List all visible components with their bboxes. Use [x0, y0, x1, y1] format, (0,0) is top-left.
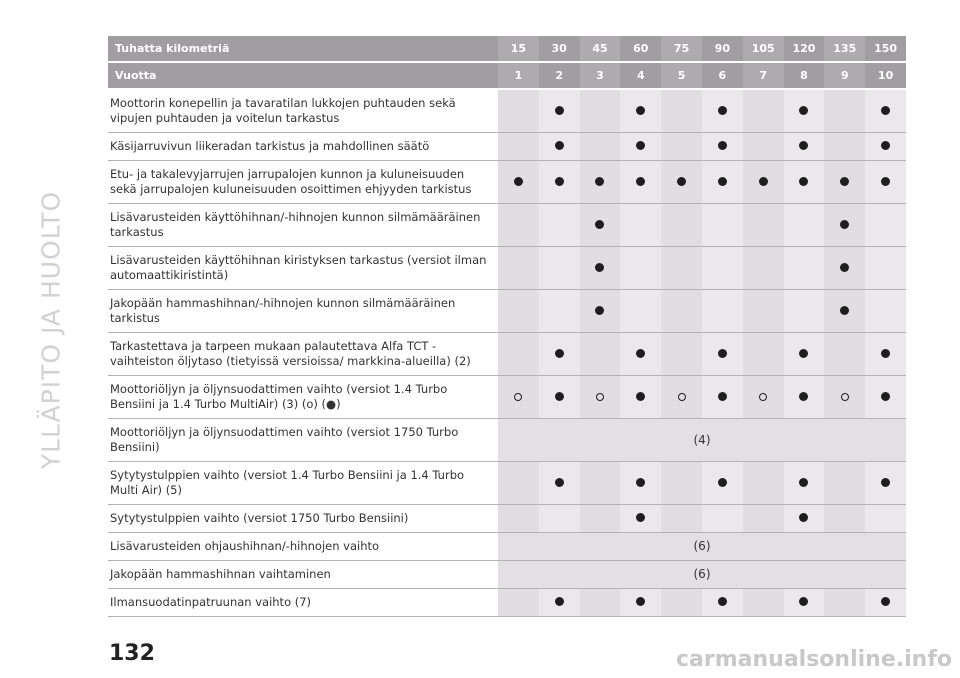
note-reference: (6): [498, 561, 906, 589]
page-number: 132: [109, 641, 155, 666]
schedule-row: [108, 89, 906, 133]
interval-cell: [784, 290, 825, 333]
interval-cell: [620, 376, 661, 419]
interval-cell: [743, 247, 784, 290]
filled-dot-icon: [799, 349, 808, 358]
interval-cell: [702, 204, 743, 247]
filled-dot-icon: [555, 478, 564, 487]
km-value: 135: [824, 36, 865, 62]
filled-dot-icon: [718, 597, 727, 606]
hollow-circle-icon: [514, 393, 522, 401]
interval-cell: [539, 161, 580, 204]
km-value: 45: [580, 36, 621, 62]
interval-cell: [620, 333, 661, 376]
interval-cell: [702, 247, 743, 290]
interval-cell: [824, 204, 865, 247]
interval-cell: [824, 89, 865, 133]
filled-dot-icon: [881, 392, 890, 401]
filled-dot-icon: [718, 177, 727, 186]
km-value: 90: [702, 36, 743, 62]
km-value: 120: [784, 36, 825, 62]
schedule-row: [108, 505, 906, 533]
interval-cell: [784, 89, 825, 133]
filled-dot-icon: [636, 478, 645, 487]
operation-description: Etu- ja takalevyjarrujen jarrupalojen kunnon ja kuluneisuuden sekä jarrupalojen kuluneisuuden osoittimen ehjyyden tarkistus: [108, 161, 498, 204]
interval-cell: [661, 133, 702, 161]
interval-cell: [824, 161, 865, 204]
interval-cell: [743, 376, 784, 419]
interval-cell: [539, 247, 580, 290]
operation-description: Sytytystulppien vaihto (versiot 1750 Turbo Bensiini): [108, 505, 498, 533]
interval-cell: [580, 133, 621, 161]
filled-dot-icon: [881, 349, 890, 358]
filled-dot-icon: [799, 597, 808, 606]
interval-cell: [784, 462, 825, 505]
interval-cell: [824, 505, 865, 533]
interval-cell: [498, 133, 539, 161]
interval-cell: [865, 589, 906, 617]
interval-cell: [784, 589, 825, 617]
filled-dot-icon: [881, 597, 890, 606]
interval-cell: [498, 505, 539, 533]
filled-dot-icon: [718, 392, 727, 401]
interval-cell: [865, 376, 906, 419]
interval-cell: [620, 247, 661, 290]
filled-dot-icon: [595, 177, 604, 186]
interval-cell: [865, 161, 906, 204]
interval-cell: [580, 376, 621, 419]
schedule-row: [108, 133, 906, 161]
filled-dot-icon: [799, 513, 808, 522]
interval-cell: [865, 133, 906, 161]
interval-cell: [743, 161, 784, 204]
interval-cell: [702, 333, 743, 376]
interval-cell: [539, 589, 580, 617]
interval-cell: [620, 89, 661, 133]
interval-cell: [620, 161, 661, 204]
filled-dot-icon: [799, 478, 808, 487]
filled-dot-icon: [881, 478, 890, 487]
interval-cell: [865, 290, 906, 333]
interval-cell: [620, 290, 661, 333]
interval-cell: [539, 89, 580, 133]
maintenance-schedule-table: [108, 36, 906, 617]
km-label: Tuhatta kilometriä: [108, 36, 498, 62]
filled-dot-icon: [840, 177, 849, 186]
operation-description: Moottoriöljyn ja öljynsuodattimen vaihto (versiot 1750 Turbo Bensiini): [108, 419, 498, 462]
interval-cell: [824, 462, 865, 505]
operation-description: Jakopään hammashihnan/-hihnojen kunnon silmämääräinen tarkistus: [108, 290, 498, 333]
interval-cell: [743, 333, 784, 376]
interval-cell: [620, 505, 661, 533]
filled-dot-icon: [718, 141, 727, 150]
interval-cell: [498, 247, 539, 290]
filled-dot-icon: [840, 263, 849, 272]
interval-cell: [824, 333, 865, 376]
interval-cell: [661, 505, 702, 533]
interval-cell: [743, 89, 784, 133]
year-value: 4: [620, 62, 661, 89]
interval-cell: [824, 589, 865, 617]
filled-dot-icon: [799, 141, 808, 150]
interval-cell: [539, 505, 580, 533]
filled-dot-icon: [881, 141, 890, 150]
interval-cell: [580, 247, 621, 290]
interval-cell: [580, 161, 621, 204]
interval-cell: [620, 462, 661, 505]
interval-cell: [865, 462, 906, 505]
filled-dot-icon: [881, 177, 890, 186]
interval-cell: [824, 133, 865, 161]
interval-cell: [865, 247, 906, 290]
interval-cell: [743, 462, 784, 505]
interval-cell: [743, 290, 784, 333]
note-reference: (6): [498, 533, 906, 561]
operation-description: Lisävarusteiden ohjaushihnan/-hihnojen vaihto: [108, 533, 498, 561]
interval-cell: [620, 589, 661, 617]
interval-cell: [539, 290, 580, 333]
filled-dot-icon: [840, 306, 849, 315]
year-value: 1: [498, 62, 539, 89]
interval-cell: [743, 133, 784, 161]
filled-dot-icon: [677, 177, 686, 186]
filled-dot-icon: [840, 220, 849, 229]
interval-cell: [865, 505, 906, 533]
year-value: 10: [865, 62, 906, 89]
km-value: 60: [620, 36, 661, 62]
interval-cell: [661, 204, 702, 247]
year-value: 3: [580, 62, 621, 89]
hollow-circle-icon: [678, 393, 686, 401]
filled-dot-icon: [718, 478, 727, 487]
filled-dot-icon: [718, 106, 727, 115]
interval-cell: [702, 89, 743, 133]
filled-dot-icon: [555, 106, 564, 115]
interval-cell: [702, 161, 743, 204]
schedule-row: [108, 589, 906, 617]
interval-cell: [702, 290, 743, 333]
interval-cell: [498, 333, 539, 376]
operation-description: Moottorin konepellin ja tavaratilan lukkojen puhtauden sekä vipujen puhtauden ja voitelun tarkastus: [108, 89, 498, 133]
interval-cell: [661, 247, 702, 290]
note-reference: (4): [498, 419, 906, 462]
interval-cell: [580, 505, 621, 533]
interval-cell: [702, 589, 743, 617]
year-value: 5: [661, 62, 702, 89]
filled-dot-icon: [636, 177, 645, 186]
operation-description: Lisävarusteiden käyttöhihnan/-hihnojen kunnon silmämääräinen tarkastus: [108, 204, 498, 247]
interval-cell: [661, 333, 702, 376]
filled-dot-icon: [514, 177, 523, 186]
filled-dot-icon: [555, 597, 564, 606]
interval-cell: [702, 376, 743, 419]
interval-cell: [702, 133, 743, 161]
interval-cell: [580, 89, 621, 133]
filled-dot-icon: [636, 141, 645, 150]
interval-cell: [498, 89, 539, 133]
filled-dot-icon: [799, 392, 808, 401]
filled-dot-icon: [718, 349, 727, 358]
header-km-row: [108, 36, 906, 62]
interval-cell: [784, 505, 825, 533]
filled-dot-icon: [555, 177, 564, 186]
schedule-row: [108, 462, 906, 505]
interval-cell: [743, 505, 784, 533]
interval-cell: [784, 376, 825, 419]
interval-cell: [865, 204, 906, 247]
year-value: 9: [824, 62, 865, 89]
filled-dot-icon: [799, 177, 808, 186]
filled-dot-icon: [595, 220, 604, 229]
filled-dot-icon: [636, 349, 645, 358]
schedule-row: [108, 561, 906, 589]
interval-cell: [661, 462, 702, 505]
schedule-row: [108, 376, 906, 419]
filled-dot-icon: [636, 513, 645, 522]
year-value: 7: [743, 62, 784, 89]
interval-cell: [498, 462, 539, 505]
filled-dot-icon: [636, 106, 645, 115]
interval-cell: [784, 247, 825, 290]
schedule-row: [108, 333, 906, 376]
watermark: carmanualsonline.info: [676, 647, 952, 672]
schedule-row: [108, 290, 906, 333]
section-side-title: YLLÄPITO JA HUOLTO: [36, 190, 66, 470]
interval-cell: [620, 133, 661, 161]
operation-description: Lisävarusteiden käyttöhihnan kiristyksen tarkastus (versiot ilman automaattikiristintä): [108, 247, 498, 290]
operation-description: Tarkastettava ja tarpeen mukaan palautettava Alfa TCT -vaihteiston öljytaso (tietyissä versioissa/ markkina-alueilla) (2): [108, 333, 498, 376]
filled-dot-icon: [595, 263, 604, 272]
filled-dot-icon: [636, 392, 645, 401]
header-year-row: [108, 62, 906, 89]
filled-dot-icon: [595, 306, 604, 315]
interval-cell: [580, 204, 621, 247]
interval-cell: [539, 204, 580, 247]
interval-cell: [580, 290, 621, 333]
interval-cell: [743, 589, 784, 617]
interval-cell: [784, 161, 825, 204]
km-value: 15: [498, 36, 539, 62]
interval-cell: [661, 161, 702, 204]
interval-cell: [498, 161, 539, 204]
year-value: 2: [539, 62, 580, 89]
interval-cell: [661, 89, 702, 133]
year-value: 6: [702, 62, 743, 89]
filled-dot-icon: [555, 392, 564, 401]
km-value: 30: [539, 36, 580, 62]
operation-description: Moottoriöljyn ja öljynsuodattimen vaihto (versiot 1.4 Turbo Bensiini ja 1.4 Turbo MultiAir) (3) (o) (●): [108, 376, 498, 419]
interval-cell: [661, 290, 702, 333]
schedule-row: [108, 419, 906, 462]
interval-cell: [661, 589, 702, 617]
interval-cell: [824, 290, 865, 333]
km-value: 105: [743, 36, 784, 62]
interval-cell: [702, 462, 743, 505]
interval-cell: [865, 333, 906, 376]
schedule-row: [108, 533, 906, 561]
schedule-row: [108, 161, 906, 204]
filled-dot-icon: [636, 597, 645, 606]
interval-cell: [784, 133, 825, 161]
filled-dot-icon: [555, 349, 564, 358]
hollow-circle-icon: [841, 393, 849, 401]
km-value: 75: [661, 36, 702, 62]
interval-cell: [824, 376, 865, 419]
interval-cell: [539, 376, 580, 419]
interval-cell: [498, 290, 539, 333]
interval-cell: [824, 247, 865, 290]
filled-dot-icon: [555, 141, 564, 150]
interval-cell: [498, 376, 539, 419]
operation-description: Jakopään hammashihnan vaihtaminen: [108, 561, 498, 589]
schedule-row: [108, 204, 906, 247]
interval-cell: [580, 333, 621, 376]
year-label: Vuotta: [108, 62, 498, 89]
interval-cell: [539, 462, 580, 505]
interval-cell: [784, 333, 825, 376]
interval-cell: [498, 589, 539, 617]
interval-cell: [784, 204, 825, 247]
interval-cell: [539, 333, 580, 376]
operation-description: Käsijarruvivun liikeradan tarkistus ja mahdollinen säätö: [108, 133, 498, 161]
interval-cell: [620, 204, 661, 247]
interval-cell: [498, 204, 539, 247]
interval-cell: [539, 133, 580, 161]
hollow-circle-icon: [596, 393, 604, 401]
operation-description: Sytytystulppien vaihto (versiot 1.4 Turbo Bensiini ja 1.4 Turbo Multi Air) (5): [108, 462, 498, 505]
interval-cell: [580, 462, 621, 505]
interval-cell: [743, 204, 784, 247]
filled-dot-icon: [759, 177, 768, 186]
year-value: 8: [784, 62, 825, 89]
interval-cell: [702, 505, 743, 533]
interval-cell: [661, 376, 702, 419]
operation-description: Ilmansuodatinpatruunan vaihto (7): [108, 589, 498, 617]
interval-cell: [865, 89, 906, 133]
hollow-circle-icon: [759, 393, 767, 401]
km-value: 150: [865, 36, 906, 62]
interval-cell: [580, 589, 621, 617]
schedule-row: [108, 247, 906, 290]
filled-dot-icon: [881, 106, 890, 115]
filled-dot-icon: [799, 106, 808, 115]
